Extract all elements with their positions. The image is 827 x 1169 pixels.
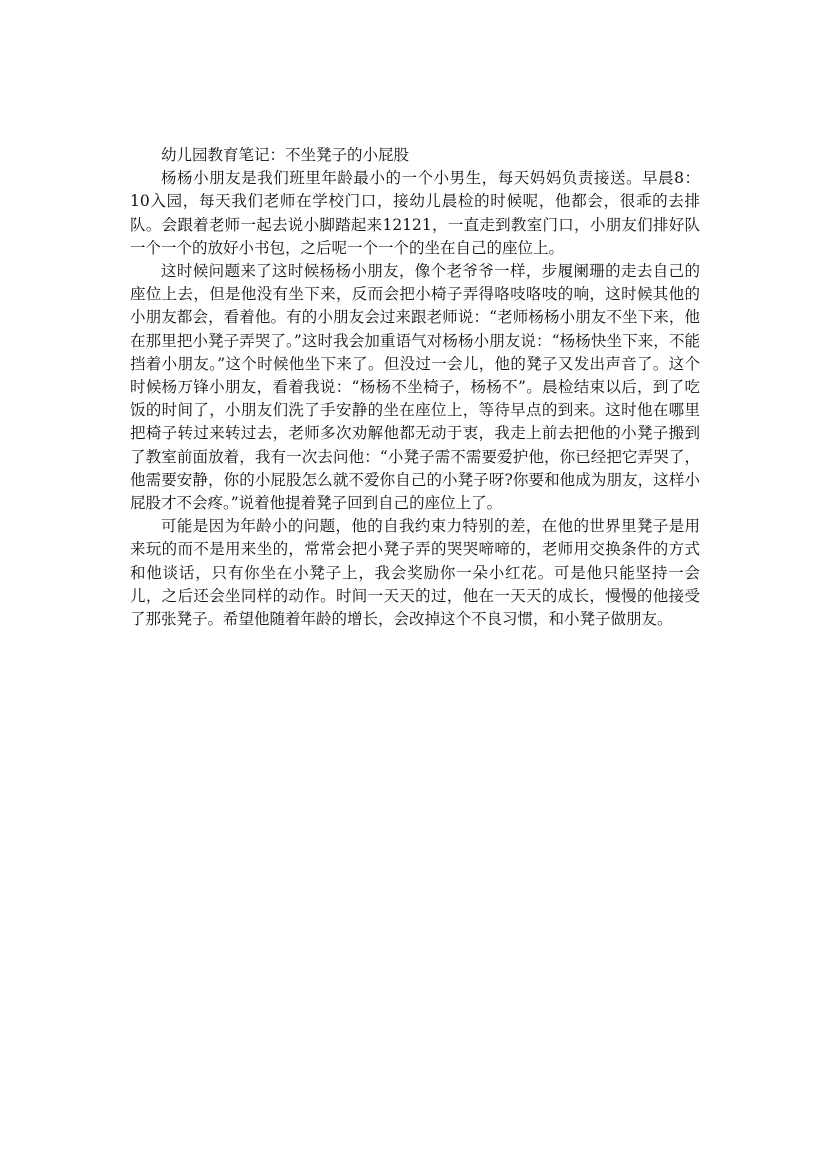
paragraph: 杨杨小朋友是我们班里年龄最小的一个小男生，每天妈妈负责接送。早晨8：10入园，每天我们老师在学校门口，接幼儿晨检的时候呢，他都会，很乖的去排队。会跟着老师一起去说小脚踏起来12121，一直走到教室门口，小朋友们排好队一个一个的放好小书包，之后呢一个一个的坐在自己的座位上。 bbox=[130, 169, 700, 257]
document-title: 幼儿园教育笔记：不坐凳子的小屁股 bbox=[161, 146, 410, 164]
document-body bbox=[130, 144, 700, 631]
paragraph: 可能是因为年龄小的问题，他的自我约束力特别的差，在他的世界里凳子是用来玩的而不是用来坐的，常常会把小凳子弄的哭哭啼啼的，老师用交换条件的方式和他谈话，只有你坐在小凳子上，我会奖励你一朵小红花。可是他只能坚持一会儿，之后还会坐同样的动作。时间一天天的过，他在一天天的成长，慢慢的他接受了那张凳子。希望他随着年龄的增长，会改掉这个不良习惯，和小凳子做朋友。 bbox=[130, 517, 700, 629]
paragraph: 这时候问题来了这时候杨杨小朋友，像个老爷爷一样，步履阑珊的走去自己的座位上去，但是他没有坐下来，反而会把小椅子弄得咯吱咯吱的响，这时候其他的小朋友都会，看着他。有的小朋友会过来跟老师说：“老师杨杨小朋友不坐下来，他在那里把小凳子弄哭了。”这时我会加重语气对杨杨小朋友说：“杨杨快坐下来，不能挡着小朋友。”这个时候他坐下来了。但没过一会儿，他的凳子又发出声音了。这个时候杨万锋小朋友，看着我说：“杨杨不坐椅子，杨杨不”。晨检结束以后，到了吃饭的时间了，小朋友们洗了手安静的坐在座位上，等待早点的到来。这时他在哪里把椅子转过来转过去，老师多次劝解他都无动于衷，我走上前去把他的小凳子搬到了教室前面放着，我有一次去问他：“小凳子需不需要爱护他，你已经把它弄哭了，他需要安静，你的小屁股怎么就不爱你自己的小凳子呀?你要和他成为朋友，这样小屁股才不会疼。”说着他提着凳子回到自己的座位上了。 bbox=[130, 262, 700, 513]
